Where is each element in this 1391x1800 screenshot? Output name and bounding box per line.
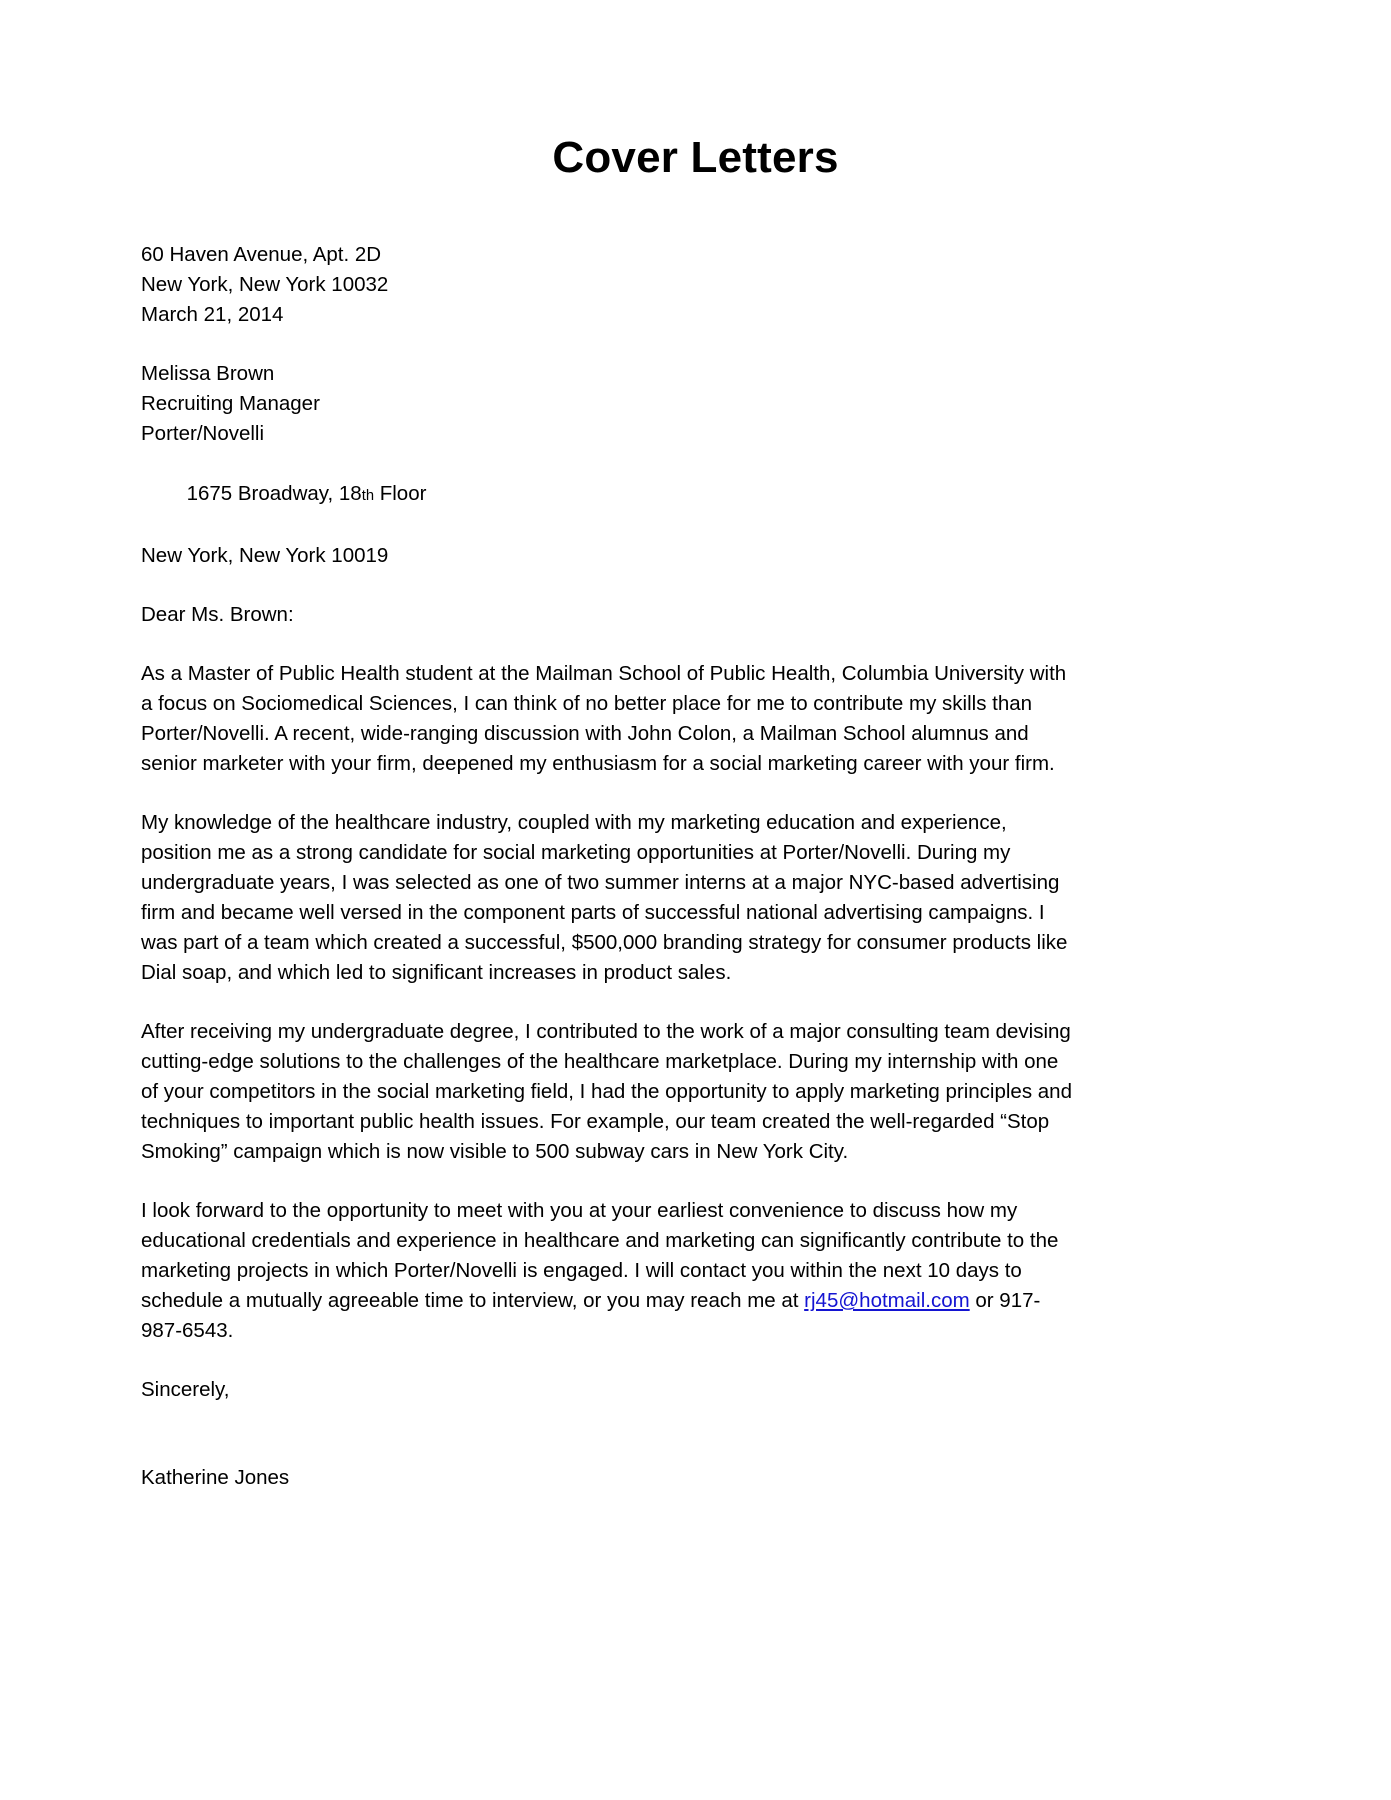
recipient-street-floor: Floor <box>374 482 427 505</box>
recipient-name: Melissa Brown <box>141 362 275 385</box>
letter-body <box>141 240 1076 1493</box>
body-paragraph-4 <box>141 1196 1076 1346</box>
recipient-street <box>141 449 1076 541</box>
signature-name: Katherine Jones <box>141 1466 290 1489</box>
sender-address-line-1: 60 Haven Avenue, Apt. 2D <box>141 243 382 266</box>
body-paragraph-3: After receiving my undergraduate degree, I contributed to the work of a major consulting team devising cutting-edge solutions to the challenges of the healthcare marketplace. During my internship with one of your competitors in the social marketing field, I had the opportunity to apply marketing principles and techniques to important public health issues. For example, our team created the well-regarded “Stop Smoking” campaign which is now visible to 500 subway cars in New York City. <box>141 1020 1072 1163</box>
sender-address-block <box>141 240 1076 330</box>
closing-paragraph-text-after-link: or 917-987-6543. <box>141 1289 1041 1342</box>
recipient-job-title: Recruiting Manager <box>141 392 320 415</box>
sender-address-line-2: New York, New York 10032 <box>141 273 389 296</box>
closing-salutation: Sincerely, <box>141 1378 230 1401</box>
recipient-city-state-zip: New York, New York 10019 <box>141 544 389 567</box>
recipient-street-ordinal: th <box>361 488 375 504</box>
body-paragraph-1: As a Master of Public Health student at the Mailman School of Public Health, Columbia University with a focus on Sociomedical Sciences, I can think of no better place for me to contribute my skills than Porter/Novelli. A recent, wide-ranging discussion with John Colon, a Mailman School alumnus and senior marketer with your firm, deepened my enthusiasm for a social marketing career with your firm. <box>141 662 1067 775</box>
letter-date: March 21, 2014 <box>141 303 284 326</box>
page-title: Cover Letters <box>552 133 839 182</box>
recipient-street-number: 1675 Broadway, 18 <box>186 482 362 505</box>
recipient-address-block <box>141 359 1076 571</box>
body-paragraph-2: My knowledge of the healthcare industry, coupled with my marketing education and experience, position me as a strong candidate for social marketing opportunities at Porter/Novelli. During my undergraduate years, I was selected as one of two summer interns at a major NYC-based advertising firm and became well versed in the component parts of successful national advertising campaigns. I was part of a team which created a successful, $500,000 branding strategy for consumer products like Dial soap, and which led to significant increases in product sales. <box>141 811 1068 984</box>
recipient-company: Porter/Novelli <box>141 422 265 445</box>
email-link[interactable]: rj45@hotmail.com <box>804 1289 970 1312</box>
salutation: Dear Ms. Brown: <box>141 603 294 626</box>
closing-paragraph-text-before-link: I look forward to the opportunity to meet with you at your earliest convenience to discuss how my educational credentials and experience in healthcare and marketing can significantly contribute to the marketing projects in which Porter/Novelli is engaged. I will contact you within the next 10 days to schedule a mutually agreeable time to interview, or you may reach me at <box>141 1199 1059 1312</box>
